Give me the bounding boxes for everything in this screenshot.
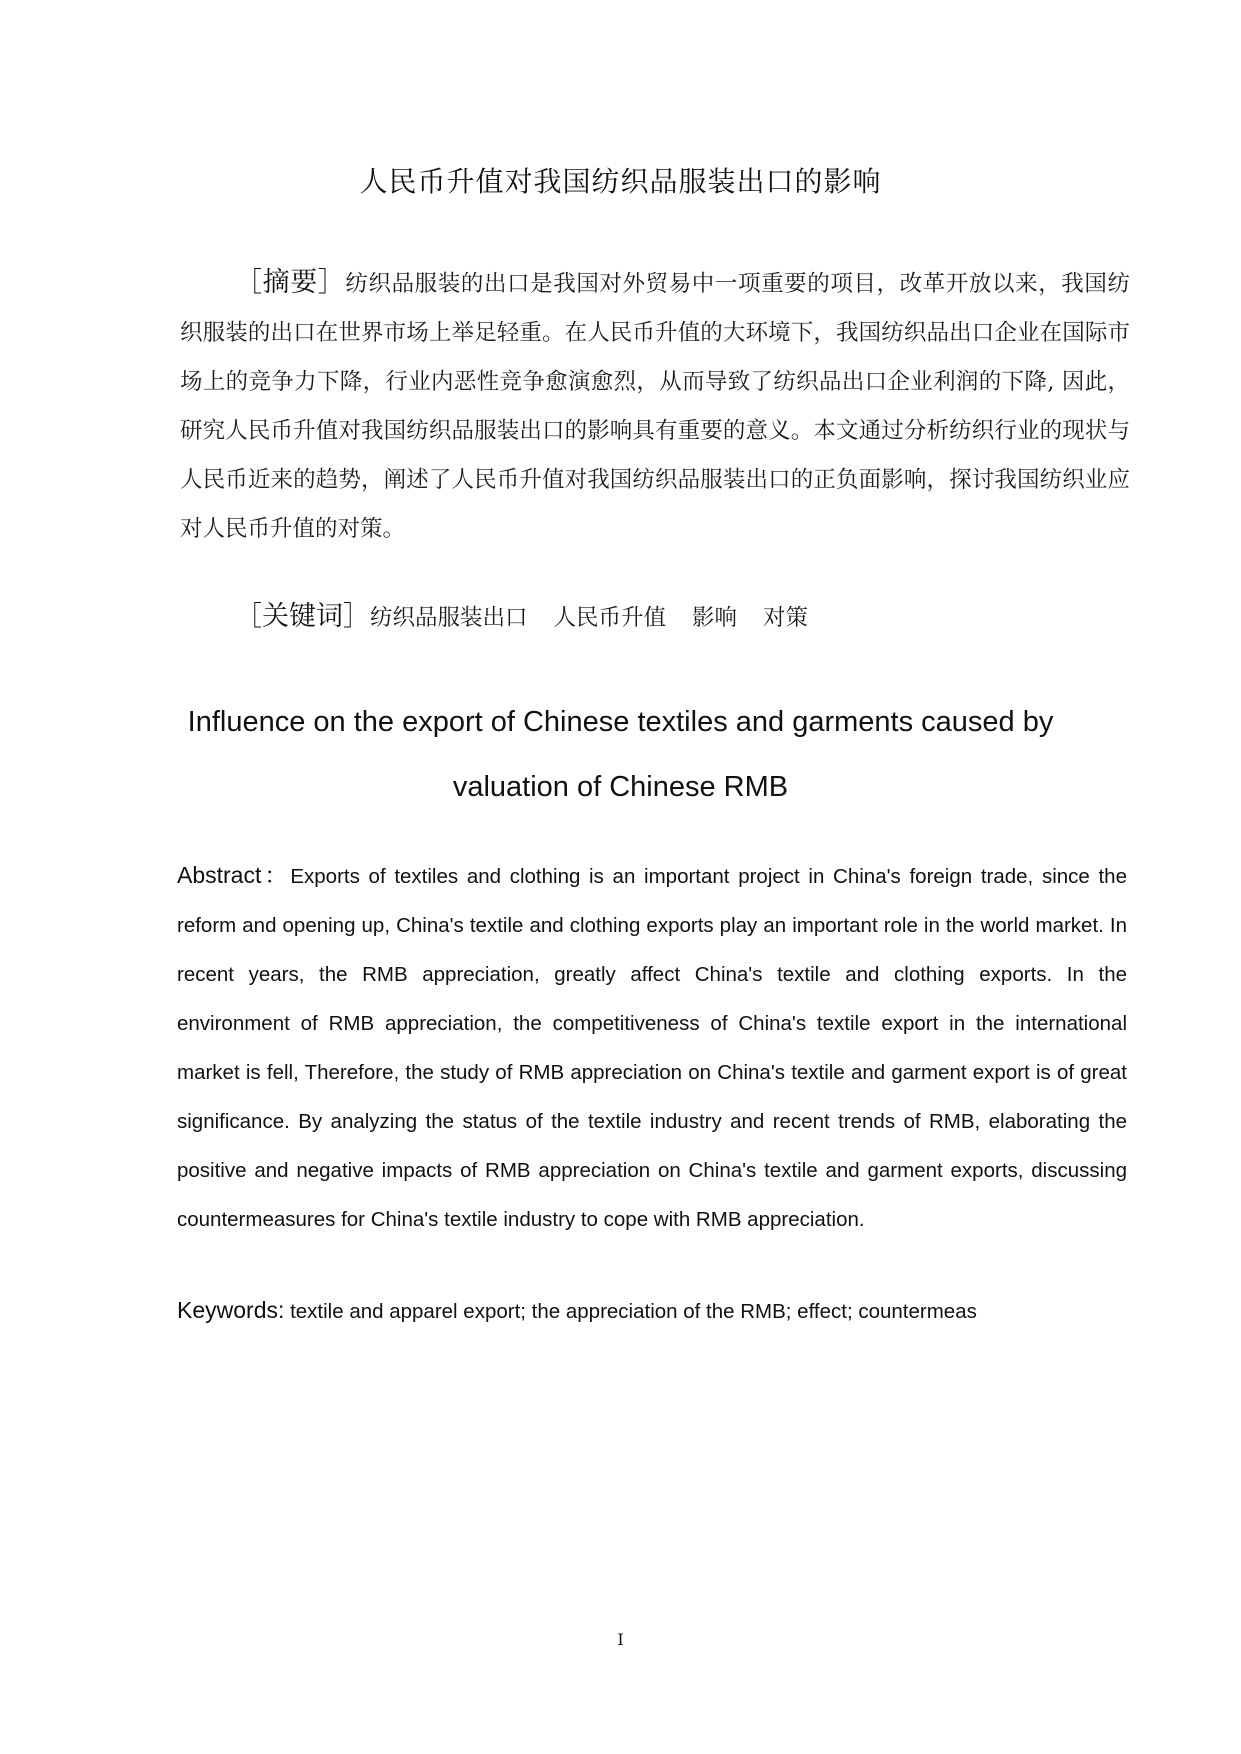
english-keywords-text: textile and apparel export; the appreciation of the RMB; effect; countermeas xyxy=(290,1300,977,1323)
english-abstract-label: Abstract： xyxy=(177,862,291,888)
english-title-line-2: valuation of Chinese RMB xyxy=(452,771,789,803)
english-keywords-label: Keywords: xyxy=(177,1297,285,1323)
english-title-line-1: Influence on the export of Chinese textiles and garments caused by xyxy=(187,706,1054,738)
english-keywords xyxy=(177,1297,1137,1324)
chinese-keywords xyxy=(235,594,834,633)
chinese-abstract xyxy=(180,258,1130,554)
chinese-keyword: 影响 xyxy=(692,605,738,631)
chinese-abstract-text: 纺织品服装的出口是我国对外贸易中一项重要的项目，改革开放以来，我国纺织服装的出口在世界市场上举足轻重。在人民币升值的大环境下，我国纺织品出口企业在国际市场上的竞争力下降，行业内恶性竞争愈演愈烈，从而导致了纺织品出口企业利润的下降, 因此，研究人民币升值对我国纺织品服装出口的影响具有重要的意义。本文通过分析纺织行业的现状与人民币近来的趋势，阐述了人民币升值对我国纺织品服装出口的正负面影响，探讨我国纺织业应对人民币升值的对策。 xyxy=(180,271,1130,542)
chinese-keywords-label: ［关键词］ xyxy=(235,601,370,632)
english-abstract xyxy=(177,851,1127,1244)
chinese-keyword: 纺织品服装出口 xyxy=(370,605,528,631)
english-title xyxy=(100,690,1141,820)
english-abstract-text: Exports of textiles and clothing is an important project in China's foreign trade, since the reform and opening up, China's textile and clothing exports play an important role in the world market. In recent years, the RMB appreciation, greatly affect China's textile and clothing exports. In the environment of RMB appreciation, the competitiveness of China's textile export in the international market is fell, Therefore, the study of RMB appreciation on China's textile and garment export is of great significance. By analyzing the status of the textile industry and recent trends of RMB, elaborating the positive and negative impacts of RMB appreciation on China's textile and garment exports, discussing countermeasures for China's textile industry to cope with RMB appreciation. xyxy=(177,865,1127,1231)
chinese-abstract-label: ［摘要］ xyxy=(235,267,346,298)
chinese-keyword: 对策 xyxy=(763,605,809,631)
chinese-title: 人民币升值对我国纺织品服装出口的影响 xyxy=(359,165,882,198)
page-number: I xyxy=(617,1630,624,1649)
chinese-keyword: 人民币升值 xyxy=(553,605,667,631)
